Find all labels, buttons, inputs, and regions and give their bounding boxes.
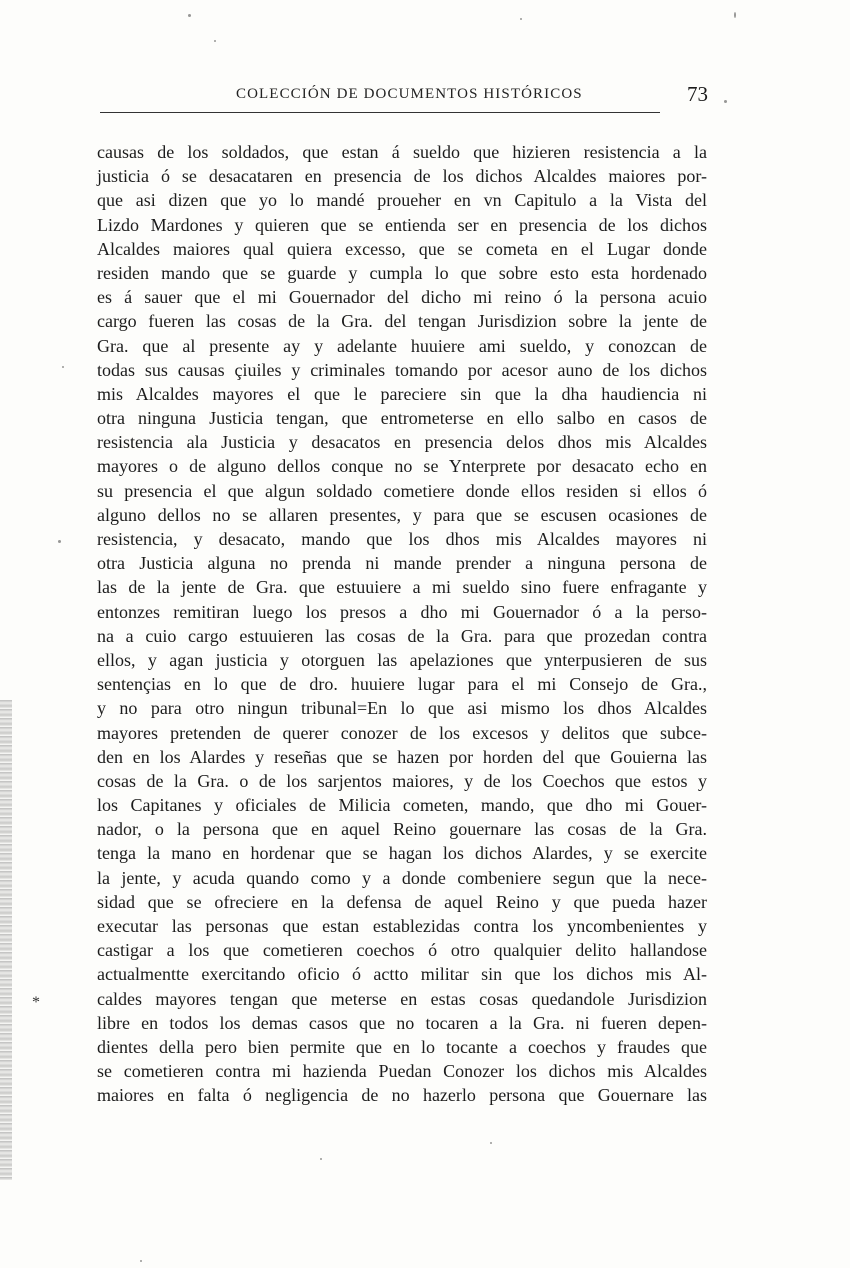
margin-mark: * — [32, 994, 40, 1011]
text-line: los Capitanes y oficiales de Milicia cometen, mando, que dho mi Gouer- — [97, 795, 707, 816]
text-line: castigar a los que cometieren coechos ó otro qualquier delito hallandose — [97, 940, 707, 961]
text-line: sentençias en lo que de dro. huuiere lugar para el mi Consejo de Gra., — [97, 674, 707, 695]
text-line: na a cuio cargo estuuieren las cosas de la Gra. para que prozedan contra — [97, 625, 707, 646]
text-line: Alcaldes maiores qual quiera excesso, que se cometa en el Lugar donde — [97, 238, 707, 259]
page-edge-shadow — [0, 700, 12, 1180]
header-title: COLECCIÓN DE DOCUMENTOS HISTÓRICOS — [236, 86, 583, 102]
ink-speckle — [734, 12, 736, 18]
ink-speckle — [724, 100, 727, 103]
text-line: caldes mayores tengan que meterse en estas cosas quedandole Jurisdizion — [97, 988, 707, 1009]
text-line: todas sus causas çiuiles y criminales tomando por acesor auno de los dichos — [97, 359, 707, 380]
header-rule — [100, 112, 660, 113]
text-line: se cometieren contra mi hazienda Puedan Conozer los dichos mis Alcaldes — [97, 1061, 707, 1082]
text-line: resistencia, y desacato, mando que los dhos mis Alcaldes mayores ni — [97, 529, 707, 549]
text-line: cosas de la Gra. o de los sarjentos maiores, y de los Coechos que estos y — [97, 770, 707, 791]
text-line: causas de los soldados, que estan á sueldo que hizieren resistencia a la — [97, 142, 707, 162]
ink-speckle — [188, 14, 191, 17]
text-line: otra Justicia alguna no prenda ni mande prender a ninguna persona de — [97, 553, 707, 574]
text-line: y no para otro ningun tribunal=En lo que asi mismo los dhos Alcaldes — [97, 698, 707, 719]
text-line: mayores o de alguno dellos conque no se Ynterprete por desacato echo en — [97, 456, 707, 477]
ink-speckle — [520, 18, 522, 20]
text-line: cargo fueren las cosas de la Gra. del tengan Jurisdizion sobre la jente de — [97, 311, 707, 332]
text-line: que asi dizen que yo lo mandé proueher en vn Capitulo a la Vista del — [97, 190, 707, 211]
text-line: nador, o la persona que en aquel Reino gouernare las cosas de la Gra. — [97, 819, 707, 840]
ink-speckle — [58, 540, 61, 543]
text-line: maiores en falta ó negligencia de no hazerlo persona que Gouernare las — [97, 1085, 707, 1106]
text-line: dientes della pero bien permite que en lo tocante a coechos y fraudes que — [97, 1036, 707, 1057]
text-line: mis Alcaldes mayores el que le pareciere sin que la dha haudiencia ni — [97, 383, 707, 404]
ink-speckle — [214, 40, 216, 42]
text-line: la jente, y acuda quando como y a donde combeniere segun que la nece- — [97, 867, 707, 888]
text-line: justicia ó se desacataren en presencia de los dichos Alcaldes maiores por- — [97, 166, 707, 187]
text-line: Gra. que al presente ay y adelante huuiere ami sueldo, y conozcan de — [97, 335, 707, 356]
ink-speckle — [140, 1260, 142, 1262]
text-line: sidad que se ofreciere en la defensa de aquel Reino y que pueda hazer — [97, 891, 707, 912]
text-line: su presencia el que algun soldado cometiere donde ellos residen si ellos ó — [97, 480, 707, 501]
text-line: las de la jente de Gra. que estuuiere a mi sueldo sino fuere enfragante y — [97, 577, 707, 598]
text-line: executar las personas que estan establezidas contra los yncombenientes y — [97, 916, 707, 936]
body-text — [97, 140, 707, 1108]
running-header — [100, 84, 708, 116]
text-line: Lizdo Mardones y quieren que se entienda ser en presencia de los dichos — [97, 214, 707, 235]
ink-speckle — [62, 366, 64, 368]
text-line: libre en todos los demas casos que no tocaren a la Gra. ni fueren depen- — [97, 1012, 707, 1033]
text-line: alguno dellos no se allaren presentes, y para que se escusen ocasiones de — [97, 504, 707, 525]
text-line: den en los Alardes y reseñas que se hazen por horden del que Gouierna las — [97, 746, 707, 767]
page-number: 73 — [687, 82, 708, 106]
text-line: residen mando que se guarde y cumpla lo que sobre esto esta hordenado — [97, 262, 707, 283]
text-line: actualmentte exercitando oficio ó actto militar sin que los dichos mis Al- — [97, 964, 707, 985]
text-line: entonzes remitiran luego los presos a dho mi Gouernador ó a la perso- — [97, 601, 707, 622]
text-line: otra ninguna Justicia tengan, que entrometerse en ello salbo en casos de — [97, 408, 707, 429]
text-line: es á sauer que el mi Gouernador del dicho mi reino ó la persona acuio — [97, 287, 707, 308]
text-line: ellos, y agan justicia y otorguen las apelaziones que ynterpusieren de sus — [97, 649, 707, 670]
text-line: tenga la mano en hordenar que se hagan los dichos Alardes, y se exercite — [97, 843, 707, 864]
ink-speckle — [320, 1158, 322, 1160]
text-line: mayores pretenden de querer conozer de los excesos y delitos que subce- — [97, 722, 707, 743]
ink-speckle — [490, 1142, 492, 1144]
text-line: resistencia ala Justicia y desacatos en presencia delos dhos mis Alcaldes — [97, 432, 707, 453]
